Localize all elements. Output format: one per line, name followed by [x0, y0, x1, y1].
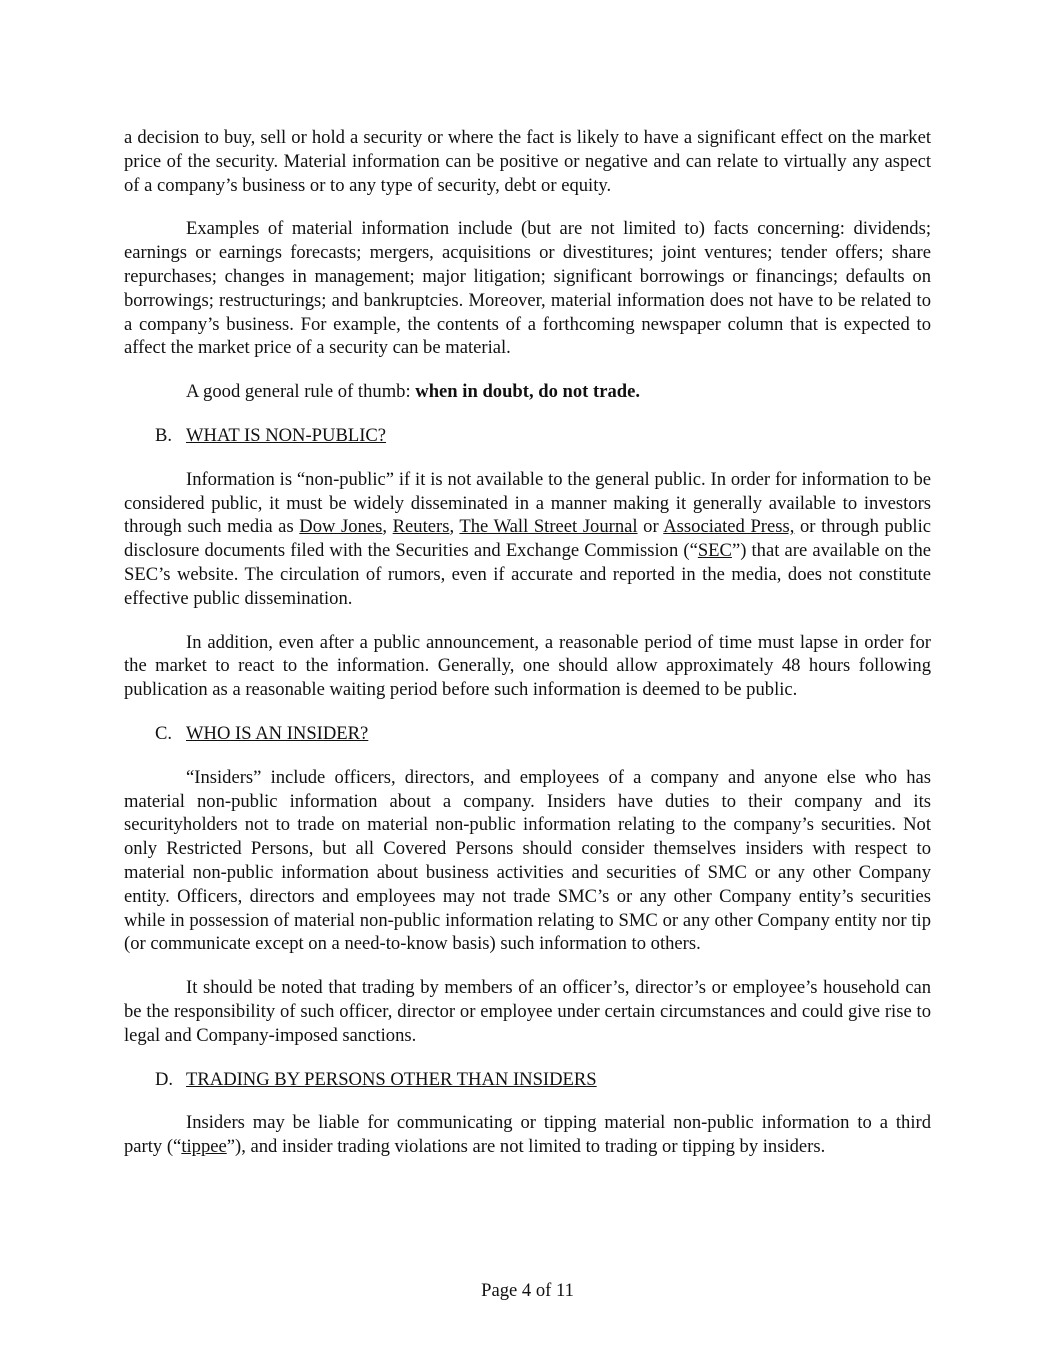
section-letter: D. — [155, 1068, 174, 1090]
section-heading-c — [124, 722, 931, 746]
paragraph-tippee — [124, 1111, 931, 1159]
text-run: ”) that are available on the SEC’s website. The circulation of rumors, even if accurate and reported in the media, does not constitute effective public dissemination. — [124, 540, 931, 609]
section-heading-d — [124, 1068, 931, 1092]
underlined-term-tippee: tippee — [181, 1136, 227, 1158]
page-body — [124, 126, 931, 1159]
section-letter: C. — [155, 722, 173, 744]
text-run: Information is “non-public” if it is not available to the general public. In order for information to be considered public, it must be widely disseminated in a manner making it generally available to investors through such media as — [124, 468, 931, 538]
rule-lead-text: A good general rule of thumb: — [186, 381, 416, 403]
paragraph-insiders: “Insiders” include officers, directors, and employees of a company and anyone else who has material non-public information about a company. Insiders have duties to their company and its securityholders not to trade on material non-public information relating to the company’s securities. Not only Restricted Persons, but all Covered Persons should consider themselves insiders with respect to material non-public information about business activities and securities of SMC or any other Company entity. Officers, directors and employees may not trade SMC’s or any other Company entity’s securities while in possession of material non-public information relating to SMC or any other Company entity nor tip (or communicate except on a need-to-know basis) such information to others. — [124, 766, 931, 955]
text-run: Insiders may be liable for communicating or tipping material non-public information to a third party (“ — [124, 1112, 931, 1158]
rule-bold-text: when in doubt, do not trade. — [415, 381, 641, 403]
page-number-footer: Page 4 of 11 — [481, 1280, 574, 1301]
section-title: TRADING BY PERSONS OTHER THAN INSIDERS — [186, 1068, 597, 1090]
paragraph-non-public — [124, 468, 931, 611]
text-run: or — [637, 516, 664, 538]
underlined-term-dow-jones: Dow Jones — [299, 516, 383, 538]
paragraph-waiting-period: In addition, even after a public announcement, a reasonable period of time must lapse in order for the market to react to the information. Generally, one should allow approximately 48 hours following publication as a reasonable waiting period before such information is deemed to be public. — [124, 631, 931, 701]
text-run: , — [382, 516, 393, 538]
text-run: or through public disclosure documents filed with the Securities and Exchange Commission (“ — [124, 516, 931, 562]
paragraph-material-examples: Examples of material information include (but are not limited to) facts concerning: dividends; earnings or earnings forecasts; mergers, acquisitions or divestitures; joint ventures; tender offers; share repurchases; changes in management; major litigation; significant borrowings or financings; defaults on borrowings; restructurings; and bankruptcies. Moreover, material information does not have to be related to a company’s business. For example, the contents of a forthcoming newspaper column that is expected to affect the market price of a security can be material. — [124, 218, 931, 359]
text-run: , — [449, 516, 460, 538]
underlined-term-reuters: Reuters — [392, 516, 450, 538]
underlined-term-associated-press: Associated Press, — [663, 516, 795, 538]
text-run: ”), and insider trading violations are not limited to trading or tipping by insiders. — [226, 1136, 826, 1158]
paragraph-household: It should be noted that trading by members of an officer’s, director’s or employee’s household can be the responsibility of such officer, director or employee under certain circumstances and could give rise to legal and Company-imposed sanctions. — [124, 977, 931, 1046]
section-heading-b — [124, 424, 931, 448]
underlined-term-wsj: The Wall Street Journal — [459, 516, 638, 538]
section-title: WHAT IS NON-PUBLIC? — [186, 424, 387, 446]
paragraph-material-definition: a decision to buy, sell or hold a security or where the fact is likely to have a significant effect on the market price of the security. Material information can be positive or negative and can relate to virtually any aspect of a company’s business or to any type of security, debt or equity. — [124, 127, 931, 196]
underlined-term-sec: SEC — [697, 540, 732, 562]
section-letter: B. — [155, 424, 173, 446]
section-title: WHO IS AN INSIDER? — [186, 722, 369, 744]
paragraph-rule-of-thumb — [124, 380, 931, 404]
